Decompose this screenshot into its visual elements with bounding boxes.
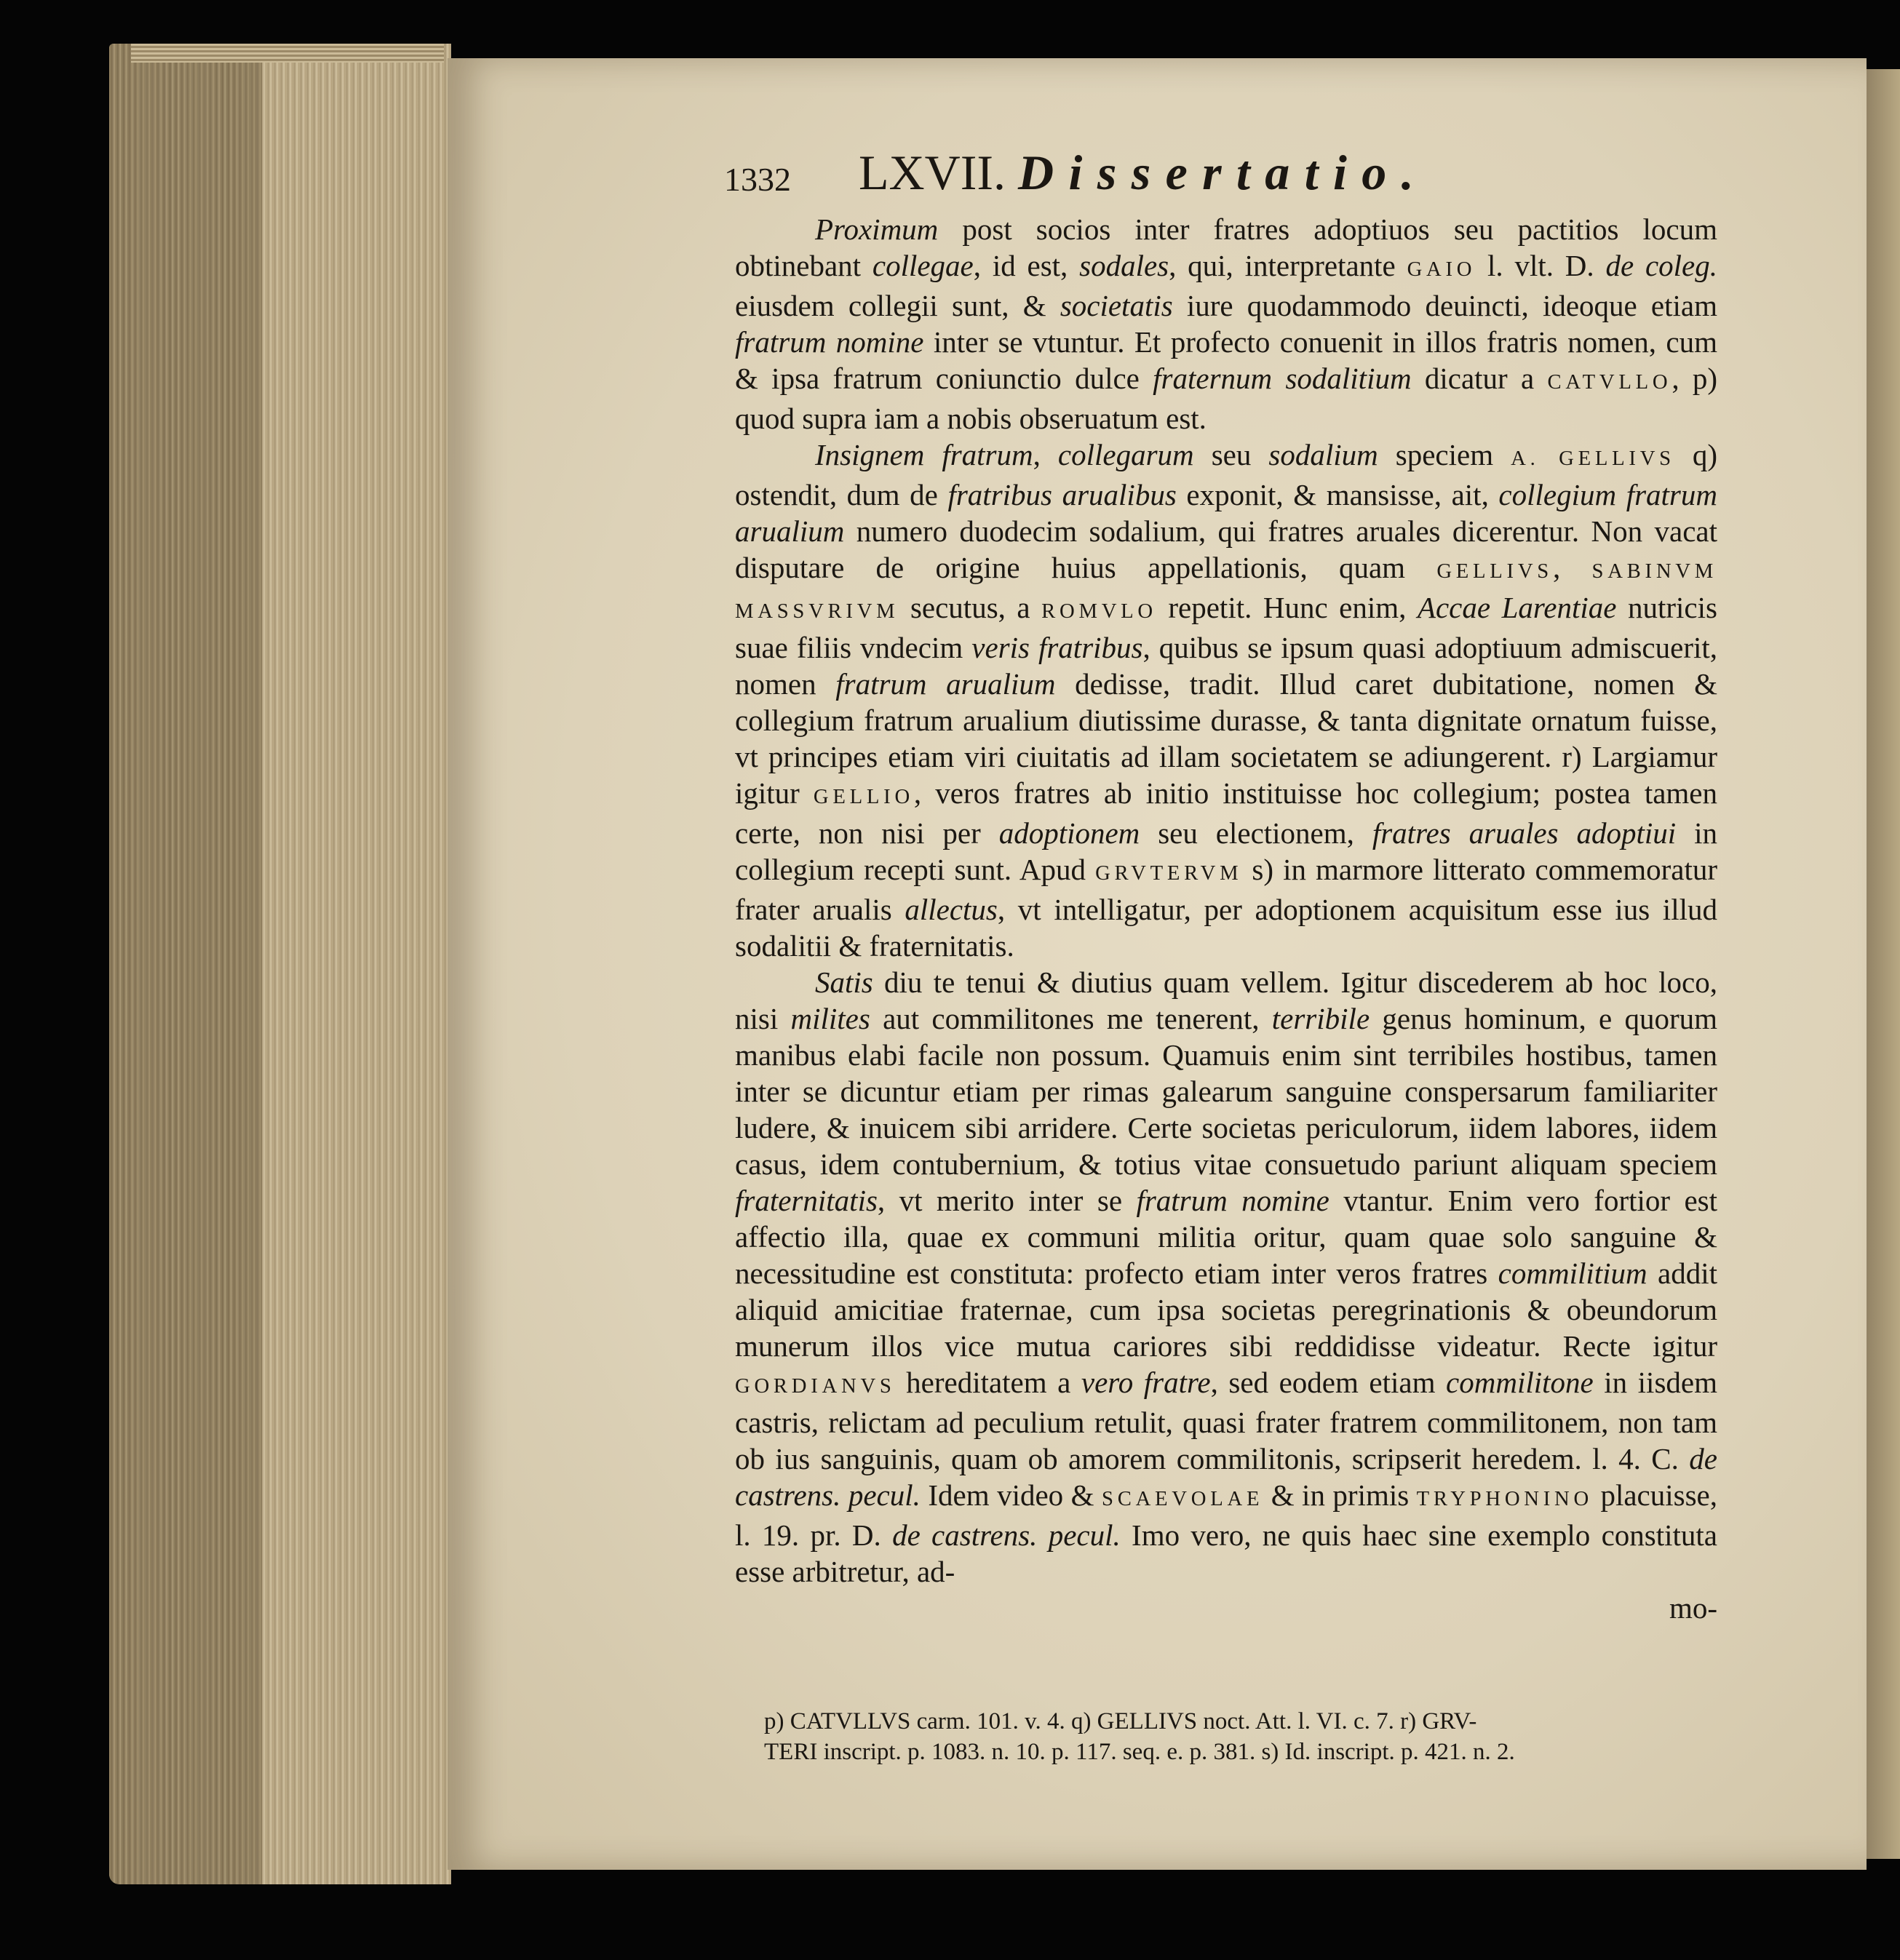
text-run: fratrum nomine xyxy=(1136,1184,1329,1217)
text-run: fratres aruales adoptiui xyxy=(1372,816,1677,850)
text-run: , xyxy=(1033,438,1058,471)
text-run: dedisse, tradit. Illud caret dubitatione, nomen & collegium fratrum arualium diutissime durasse, & tanta dignitate ornatum fuisse, vt principes etiam viri ciuitatis ad illam societatem se adiungerent. r) Largiamur igitur xyxy=(735,667,1717,810)
text-run: , sed eodem etiam xyxy=(1210,1366,1447,1399)
text-run: seu xyxy=(1193,438,1269,471)
text-run: sodales xyxy=(1079,249,1169,282)
text-run: A. GELLIVS xyxy=(1511,447,1675,470)
text-run: aut commilitones me tenerent, xyxy=(870,1002,1272,1035)
text-run: exponit, & mansisse, ait, xyxy=(1176,478,1499,511)
page-block-edge xyxy=(109,44,451,1884)
text-run: sodalium xyxy=(1268,438,1378,471)
text-run: , vt intelligatur, per adoptionem acquisitum esse ius illud sodalitii & fraternitatis. xyxy=(735,893,1717,963)
text-run: de castrens. pecul. xyxy=(892,1518,1121,1552)
text-run: Idem video & xyxy=(920,1478,1102,1512)
text-run: post socios inter fratres adoptiuos seu pactitios locum obtinebant xyxy=(735,212,1717,282)
text-run: , xyxy=(1553,551,1592,584)
text-run: SCAEVOLAE xyxy=(1102,1487,1264,1510)
text-run: secutus, a xyxy=(899,591,1042,624)
text-run: collegarum xyxy=(1057,438,1194,471)
dissertation-numeral: LXVII. xyxy=(859,145,1006,200)
footnote-line-1: p) CATVLLVS carm. 101. v. 4. q) GELLIVS noct. Att. l. VI. c. 7. r) GRV- xyxy=(764,1708,1477,1734)
text-run: in collegium recepti sunt. Apud xyxy=(735,816,1718,886)
text-run: s) in marmore litterato commemoratur frater arualis xyxy=(735,853,1718,926)
text-run: , veros fratres ab initio instituisse hoc collegium; postea tamen certe, non nisi per xyxy=(735,776,1718,850)
text-run: Insignem fratrum xyxy=(815,438,1033,471)
text-run: fratrum arualium xyxy=(835,667,1056,701)
paragraph-2 xyxy=(735,437,1717,964)
page-number: 1332 xyxy=(724,161,791,198)
text-run: genus hominum, e quorum manibus elabi facile non possum. Quamuis enim sint terribiles hostibus, tamen inter se dicuntur etiam per rimas galearum sanguine conspersarum familiariter ludere, & inuicem sibi arridere. Certe societas periculorum, iidem labores, iidem casus, idem contubernium, & totius vitae consuetudo pariunt aliquam speciem xyxy=(735,1002,1717,1181)
page-block-top xyxy=(131,44,444,63)
text-run: TRYPHONINO xyxy=(1416,1487,1593,1510)
text-run: commilitium xyxy=(1498,1256,1647,1290)
text-run: iure quodammodo deuincti, ideoque etiam xyxy=(1172,289,1717,322)
text-run: inter se vtuntur. Et profecto conuenit in illos fratris nomen, cum & ipsa fratrum coniunctio dulce xyxy=(735,325,1717,395)
text-run: SABINVM MASSVRIVM xyxy=(735,559,1717,623)
text-block xyxy=(735,211,1717,1626)
text-run: Proximum xyxy=(815,212,939,246)
text-run: , qui, interpretante xyxy=(1169,249,1407,282)
text-run: , id est, xyxy=(973,249,1080,282)
text-run: placuisse, l. 19. pr. D. xyxy=(735,1478,1717,1552)
text-run: veris fratribus xyxy=(971,631,1143,664)
text-run: GELLIO xyxy=(813,785,914,808)
text-run: eiusdem collegii sunt, & xyxy=(735,289,1060,322)
text-run: addit aliquid amicitiae fraternae, cum ipsa societas peregrinationis & obeundorum munerum illos vice mutua cariores sibi reddidisse videatur. Recte igitur xyxy=(735,1256,1718,1363)
text-run: in iisdem castris, relictam ad peculium retulit, quasi frater fratrem commilitonem, non tam ob ius sanguinis, quam ob amorem commilitonis, scripserit heredem. l. 4. C. xyxy=(735,1366,1717,1475)
paragraph-3 xyxy=(735,964,1717,1590)
text-run: Accae Larentiae xyxy=(1417,591,1617,624)
text-run: allectus xyxy=(905,893,998,926)
dissertation-word: Dissertatio. xyxy=(1018,145,1429,200)
text-run: GAIO xyxy=(1407,258,1476,281)
text-run: diu te tenui & diutius quam vellem. Igitur discederem ab hoc loco, nisi xyxy=(735,965,1717,1035)
text-run: commilitone xyxy=(1446,1366,1594,1399)
text-run: l. vlt. D. xyxy=(1476,249,1606,282)
running-head xyxy=(448,144,1867,205)
footnote-line-2: TERI inscript. p. 1083. n. 10. p. 117. seq. e. p. 381. s) Id. inscript. p. 421. n. 2. xyxy=(764,1739,1515,1765)
text-run: GRVTERVM xyxy=(1095,861,1243,885)
text-run: seu electionem, xyxy=(1140,816,1372,850)
text-run: hereditatem a xyxy=(895,1366,1081,1399)
text-run: , quibus se ipsum quasi adoptiuum admiscuerit, nomen xyxy=(735,631,1718,701)
text-run: de castrens. pecul. xyxy=(735,1442,1717,1512)
text-run: fraternum sodalitium xyxy=(1153,362,1412,395)
text-run: , p) quod supra iam a nobis obseruatum est. xyxy=(735,362,1718,435)
text-run: CATVLLO xyxy=(1547,370,1672,394)
text-run: adoptionem xyxy=(998,816,1140,850)
text-run: vero fratre xyxy=(1081,1366,1211,1399)
text-run: de coleg. xyxy=(1605,249,1718,282)
text-run: , vt merito inter se xyxy=(877,1184,1137,1217)
text-run: terribile xyxy=(1271,1002,1370,1035)
footnotes xyxy=(735,1706,1717,1767)
text-run: collegae xyxy=(872,249,974,282)
text-run: Satis xyxy=(815,965,873,999)
text-run: ROMVLO xyxy=(1041,599,1157,623)
text-run: vtantur. Enim vero fortior est affectio illa, quae ex communi militia oritur, quam quae solo sanguine & necessitudine est constituta: profecto etiam inter veros fratres xyxy=(735,1184,1718,1290)
header-title xyxy=(859,144,1428,202)
book-page xyxy=(448,58,1867,1870)
text-run: & in primis xyxy=(1263,1478,1417,1512)
text-run: milites xyxy=(790,1002,870,1035)
text-run: speciem xyxy=(1378,438,1511,471)
text-run: fraternitatis xyxy=(735,1184,878,1217)
text-run: collegium fratrum arualium xyxy=(735,478,1717,548)
text-run: nutricis suae filiis vndecim xyxy=(735,591,1717,664)
text-run: GELLIVS xyxy=(1436,559,1554,583)
text-run: fratribus arualibus xyxy=(947,478,1177,511)
text-run: GORDIANVS xyxy=(735,1374,896,1398)
catchword: mo- xyxy=(1669,1591,1717,1625)
text-run: repetit. Hunc enim, xyxy=(1156,591,1418,624)
text-run: numero duodecim sodalium, qui fratres aruales dicerentur. Non vacat disputare de origine huius appellationis, quam xyxy=(735,514,1717,584)
paragraph-1 xyxy=(735,211,1717,437)
text-run: q) ostendit, dum de xyxy=(735,438,1718,511)
text-run: societatis xyxy=(1060,289,1173,322)
text-run: Imo vero, ne quis haec sine exemplo constituta esse arbitretur, ad- xyxy=(735,1518,1717,1588)
text-run: fratrum nomine xyxy=(735,325,924,359)
text-run: dicatur a xyxy=(1411,362,1548,395)
